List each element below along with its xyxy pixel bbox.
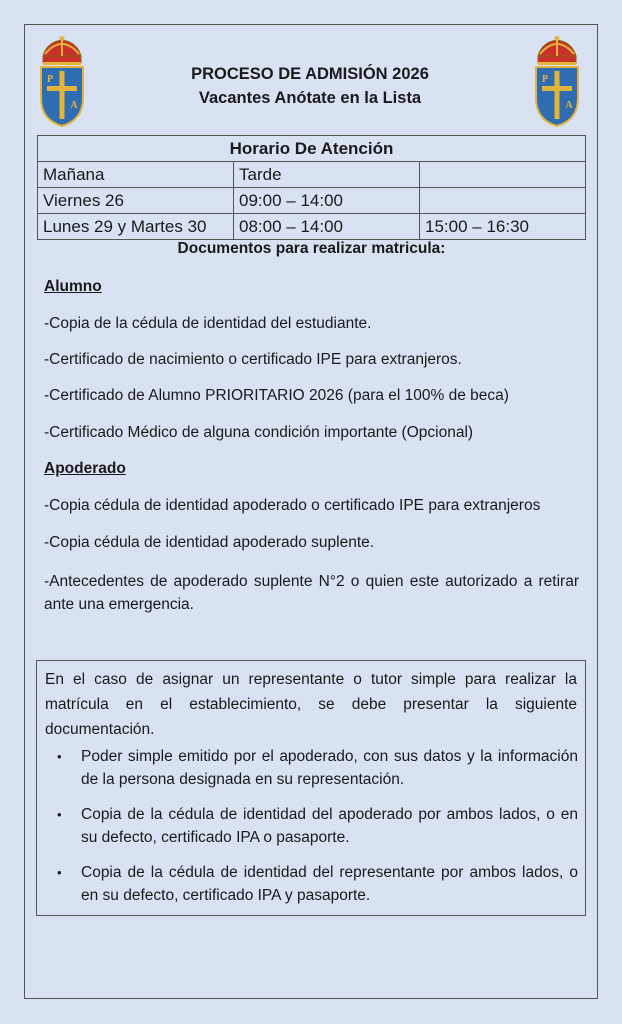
- table-cell: Lunes 29 y Martes 30: [38, 214, 234, 240]
- notice-item-text: Poder simple emitido por el apoderado, con sus datos y la información de la persona designada en su representación.: [81, 748, 578, 788]
- list-item: -Copia cédula de identidad apoderado suplente.: [44, 534, 375, 551]
- asturias-crest-icon: [35, 36, 89, 128]
- bullet-icon: •: [57, 807, 62, 822]
- column-header: Mañana: [38, 162, 234, 188]
- representative-notice: [36, 660, 586, 916]
- list-item: -Certificado Médico de alguna condición importante (Opcional): [44, 424, 474, 441]
- list-item: -Antecedentes de apoderado suplente N°2 o quien este autorizado a retirar ante una emergencia.: [44, 573, 579, 613]
- page-title: PROCESO DE ADMISIÓN 2026: [191, 65, 429, 83]
- list-item: [45, 745, 578, 791]
- crest-letter-top: P: [46, 74, 54, 85]
- table-cell: Viernes 26: [38, 188, 234, 214]
- column-header: Tarde: [234, 162, 420, 188]
- schedule-table: [37, 135, 586, 240]
- crown-icon: [538, 36, 576, 65]
- table-row: [38, 188, 586, 214]
- notice-item-text: Copia de la cédula de identidad del apoderado por ambos lados, o en su defecto, certificado IPA o pasaporte.: [81, 806, 578, 846]
- crown-icon: [43, 36, 81, 65]
- list-item: [45, 803, 578, 849]
- crest-letter-top: P: [541, 74, 549, 85]
- column-header: [420, 162, 586, 188]
- table-cell: 15:00 – 16:30: [420, 214, 586, 240]
- crest-letter-bottom: A: [70, 100, 78, 111]
- schedule-heading: Horario De Atención: [38, 136, 586, 162]
- notice-list: [45, 745, 578, 919]
- table-cell: 09:00 – 14:00: [234, 188, 420, 214]
- table-row: [38, 214, 586, 240]
- page-subtitle: Vacantes Anótate en la Lista: [198, 89, 422, 107]
- guardian-heading: Apoderado: [44, 460, 126, 477]
- bullet-icon: •: [57, 865, 62, 880]
- list-item: [45, 861, 578, 907]
- table-columns-row: [38, 162, 586, 188]
- crest-letter-bottom: A: [565, 100, 573, 111]
- table-cell: 08:00 – 14:00: [234, 214, 420, 240]
- table-cell: [420, 188, 586, 214]
- documents-title: Documentos para realizar matricula:: [177, 240, 446, 257]
- table-header-row: [38, 136, 586, 162]
- asturias-crest-icon: [530, 36, 584, 128]
- header: [120, 62, 500, 110]
- list-item: -Certificado de Alumno PRIORITARIO 2026 (para el 100% de beca): [44, 387, 509, 404]
- list-item: -Certificado de nacimiento o certificado IPE para extranjeros.: [44, 351, 462, 368]
- student-heading: Alumno: [44, 278, 102, 295]
- notice-item-text: Copia de la cédula de identidad del representante por ambos lados, o en su defecto, certificado IPA y pasaporte.: [81, 864, 578, 904]
- list-item: -Copia cédula de identidad apoderado o certificado IPE para extranjeros: [44, 497, 541, 514]
- list-item: -Copia de la cédula de identidad del estudiante.: [44, 315, 372, 332]
- bullet-icon: •: [57, 749, 62, 764]
- notice-intro: En el caso de asignar un representante o tutor simple para realizar la matrícula en el establecimiento, se debe presentar la siguiente documentación.: [45, 671, 577, 738]
